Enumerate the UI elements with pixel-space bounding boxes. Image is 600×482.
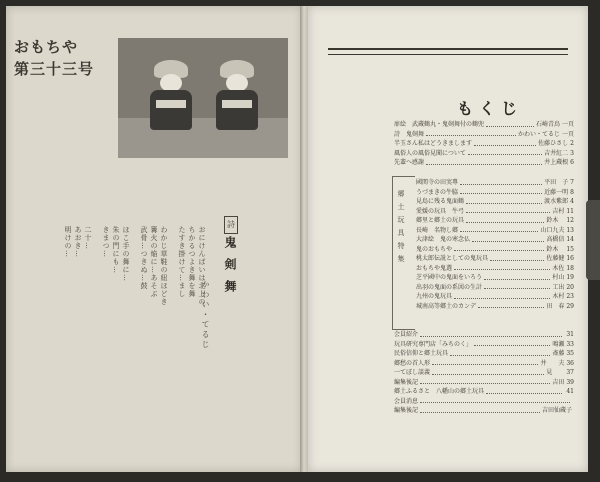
toc-entry-page: 11 <box>566 207 574 215</box>
toc-entry-page: 19 <box>566 274 574 281</box>
toc-entry <box>416 216 574 226</box>
toc-leader-dots <box>432 368 544 375</box>
toc-entry-author: 吉村 <box>552 207 565 215</box>
toc-entry <box>416 302 574 312</box>
toc-entry-author: 斎藤 <box>552 350 565 357</box>
toc-entry-title: うづまきの牛脇 <box>416 188 459 196</box>
header-rule <box>328 48 568 50</box>
toc-leader-dots <box>466 207 550 214</box>
poem-author: かわい・てるじ <box>201 280 210 350</box>
toc-entry-title: 詩 鬼剣舞 <box>394 130 425 138</box>
toc-entry-title: 会員消息 <box>394 397 419 405</box>
toc-entry <box>416 264 574 274</box>
header-rule-thin <box>328 54 568 55</box>
toc-entry-page: 7 <box>570 179 574 186</box>
toc-entry <box>416 245 574 255</box>
toc-entry-title: 大津絵 鬼の寒念仏 <box>416 236 471 243</box>
toc-leader-dots <box>460 226 538 233</box>
toc-entry-author: 井上蔵根 <box>544 159 569 166</box>
toc-leader-dots <box>474 340 550 347</box>
toc-entry-page: 3 <box>570 149 574 157</box>
toc-entry-author: 工出 <box>552 283 565 291</box>
toc-entry <box>416 207 574 217</box>
toc-leader-dots <box>450 349 550 356</box>
toc-leader-dots <box>426 158 542 165</box>
toc-leader-dots <box>420 406 540 413</box>
toc-leader-dots <box>484 283 550 290</box>
toc-entry <box>394 387 574 397</box>
poem-line: たすき掛けて…まし <box>178 226 186 298</box>
toc-entry <box>394 120 574 130</box>
toc-entry-page: 13 <box>566 226 574 234</box>
toc-entry-author: 吉井紅二 <box>544 149 569 157</box>
toc-leader-dots <box>420 378 550 385</box>
toc-entry-author: 木村 <box>552 293 565 300</box>
toc-entry-title: 編集後記 <box>394 407 419 414</box>
toc-entry-page: 33 <box>566 340 574 348</box>
toc-entry <box>394 349 574 359</box>
toc-entry <box>416 178 574 188</box>
toc-entry <box>416 254 574 264</box>
toc-entry-page: 36 <box>566 359 574 367</box>
toc-entry-author: 渡水紫郎 <box>544 198 569 205</box>
toc-leader-dots <box>454 292 550 299</box>
toc-entry-page: 16 <box>566 255 574 262</box>
toc-entry-title: 桃太郎伝説としての鬼玩具 <box>416 255 489 262</box>
poem-line: 篝火の焔に…あそぶ <box>150 226 158 298</box>
toc-entry <box>416 273 574 283</box>
toc-entry-title: 長崎 名物し郷 <box>416 226 459 234</box>
toc-entry-author: 佐藤ひさし <box>538 140 569 147</box>
toc-entry <box>394 340 574 350</box>
special-section-label: 郷土玩具特集 <box>397 190 405 268</box>
toc-entry-title: 先輩へ感謝 <box>394 159 425 166</box>
toc-entry-page: 29 <box>566 302 574 310</box>
toc-entry-title: 一てぼし談義 <box>394 369 431 376</box>
toc-entry-author: 見 <box>546 369 565 376</box>
toc-entry-title: 芝平國中の鬼面をいろう <box>416 274 483 281</box>
toc-entry-author: 吉田仙蔵子 <box>541 407 572 414</box>
toc-entry-page: 41 <box>566 388 574 395</box>
toc-entry-author: 吉田 <box>552 378 565 386</box>
toc-leader-dots <box>478 302 544 309</box>
toc-leader-dots <box>460 178 542 185</box>
poem-line: ほこ手の舞に… <box>122 226 130 282</box>
poem-line: ちかるつよき舞を舞 <box>188 226 196 298</box>
toc-entry-page: 20 <box>566 283 574 291</box>
photo-table <box>118 118 288 158</box>
toc-entry-title: 郷里と郷土の玩具 <box>416 217 465 224</box>
toc-leader-dots <box>460 188 542 195</box>
magazine-title-line1: おもちや <box>14 38 79 56</box>
toc-entry-author: かわい・てるじ <box>517 130 560 138</box>
toc-entry-title: 編集後記 <box>394 378 419 386</box>
toc-leader-dots <box>420 330 562 337</box>
toc-leader-dots <box>474 139 536 146</box>
toc-entry <box>416 235 574 245</box>
poem-title: 鬼剣舞 <box>223 236 237 302</box>
toc-entry-title: 風俗人の風俗見聞について <box>394 149 466 157</box>
toc-entry-author: 鈴木 <box>546 245 565 253</box>
toc-entry-title: 郷土ふるさと 八幡山の郷土玩具 <box>394 388 485 395</box>
toc-entry-title: 扉絵 武蔵鶴丸・鬼剣舞付の鶴兜 <box>394 121 485 128</box>
toc-entry-page: 31 <box>566 331 574 338</box>
toc-entry <box>394 406 574 416</box>
toc-leader-dots <box>490 254 544 261</box>
toc-entry-title: 会員紹介 <box>394 331 419 338</box>
toc-entry-author: 木佐 <box>552 264 565 272</box>
toc-entry-author: 田 春 <box>546 302 565 310</box>
toc-entry-page: 35 <box>566 350 574 357</box>
toc-title: もくじ <box>456 99 523 118</box>
toc-entry <box>416 292 574 302</box>
toc-entry-title: 半玉さん私はどうきまします <box>394 140 473 147</box>
toc-leader-dots <box>432 359 538 366</box>
toc-entry-author: 村山 <box>552 274 565 281</box>
toc-entry-title: 九州の鬼玩具 <box>416 293 453 300</box>
toc-leader-dots <box>472 235 544 242</box>
toc-entry-page: 15 <box>566 245 574 253</box>
toc-entry <box>394 368 574 378</box>
toc-entry-page: 37 <box>566 369 574 376</box>
toc-entry <box>394 378 574 388</box>
toc-entry <box>394 130 574 140</box>
toc-entry-page: 一頁 <box>561 121 574 128</box>
toc-top-list <box>394 120 574 168</box>
toc-entry-author: 石崎青鳥 <box>535 121 560 128</box>
poem-line: あおき… <box>74 226 82 258</box>
magazine-title <box>14 36 114 80</box>
toc-entry-title: 愛媛の玩具 牛弓 <box>416 207 465 215</box>
toc-entry-title: 城南高等郷土のカンデ <box>416 302 477 310</box>
toc-leader-dots <box>468 149 542 156</box>
toc-entry <box>394 359 574 369</box>
toc-entry <box>416 197 574 207</box>
toc-entry-page: 8 <box>570 188 574 196</box>
toc-entry-title: 國関寺の田実專 <box>416 179 459 186</box>
poem-line: 二十… <box>84 226 92 250</box>
toc-entry <box>394 330 574 340</box>
poem-line: 朱の門にも… <box>112 226 120 274</box>
toc-entry <box>416 188 574 198</box>
toc-entry-author: 平田 子 <box>544 179 569 186</box>
magazine-issue-number: 第三十三号 <box>14 60 95 78</box>
toc-entry <box>394 158 574 168</box>
poem-line: きまつ… <box>102 226 110 258</box>
toc-entry-page: 39 <box>566 378 574 386</box>
toc-entry-title: 鬼のおもちや <box>416 245 453 253</box>
poem-line: おにけんばいは北上の <box>198 226 206 306</box>
poem-line: わかじ草鞋の紐ほどき <box>160 226 168 306</box>
toc-entry-author: 鈴木 <box>546 217 565 224</box>
page-edge-tab <box>586 200 600 280</box>
toc-leader-dots <box>426 130 516 137</box>
toc-entry <box>394 149 574 159</box>
toc-bottom-list <box>394 330 574 416</box>
toc-entry-page: 2 <box>570 140 574 147</box>
poem-body <box>64 226 280 326</box>
toc-leader-dots <box>454 264 550 271</box>
toc-entry <box>416 283 574 293</box>
doll-figure-left <box>148 60 194 132</box>
poem-line: 明けの… <box>64 226 72 258</box>
toc-entry-author: 鳴瀬 <box>552 340 565 348</box>
toc-entry <box>416 226 574 236</box>
poem-tag: 詩 <box>224 216 238 234</box>
toc-entry-author: 高橋信 <box>546 236 565 243</box>
doll-figure-right <box>214 60 260 132</box>
toc-entry-page: 12 <box>566 217 574 224</box>
toc-entry-title: 民俗信仰と郷土玩具 <box>394 350 449 357</box>
toc-entry-title: 出羽の鬼面の系図の生計 <box>416 283 483 291</box>
toc-entry-page: 14 <box>566 236 574 243</box>
toc-entry-page: 4 <box>570 198 574 205</box>
toc-entry-page: 一頁 <box>561 130 574 138</box>
toc-leader-dots <box>466 216 544 223</box>
toc-leader-dots <box>454 245 544 252</box>
toc-leader-dots <box>484 273 550 280</box>
toc-leader-dots <box>466 197 542 204</box>
toc-entry-author: 近藤一明 <box>544 188 569 196</box>
toc-entry-page: 6 <box>570 159 574 166</box>
cover-photo <box>118 38 288 158</box>
toc-entry <box>394 139 574 149</box>
toc-leader-dots <box>420 397 570 404</box>
toc-leader-dots <box>486 387 562 394</box>
toc-entry-author: 山口九夫 <box>540 226 565 234</box>
toc-entry-author: 井 夫 <box>540 359 565 367</box>
poem-line: 武骨…つきぬ…鼓 <box>140 226 148 290</box>
toc-special-list <box>416 178 574 311</box>
toc-leader-dots <box>486 120 534 127</box>
toc-entry-page: 18 <box>566 264 574 272</box>
toc-entry-title: 見島に残る鬼面鶴 <box>416 198 465 205</box>
toc-entry-title: 玩具研究専門店「みちのく」 <box>394 340 473 348</box>
toc-entry-page: 23 <box>566 293 574 300</box>
toc-entry <box>394 397 574 407</box>
toc-entry-title: おもちや鬼選 <box>416 264 453 272</box>
toc-entry-author: 佐藤健 <box>546 255 565 262</box>
toc-entry-title: 郷愁の首人形 <box>394 359 431 367</box>
